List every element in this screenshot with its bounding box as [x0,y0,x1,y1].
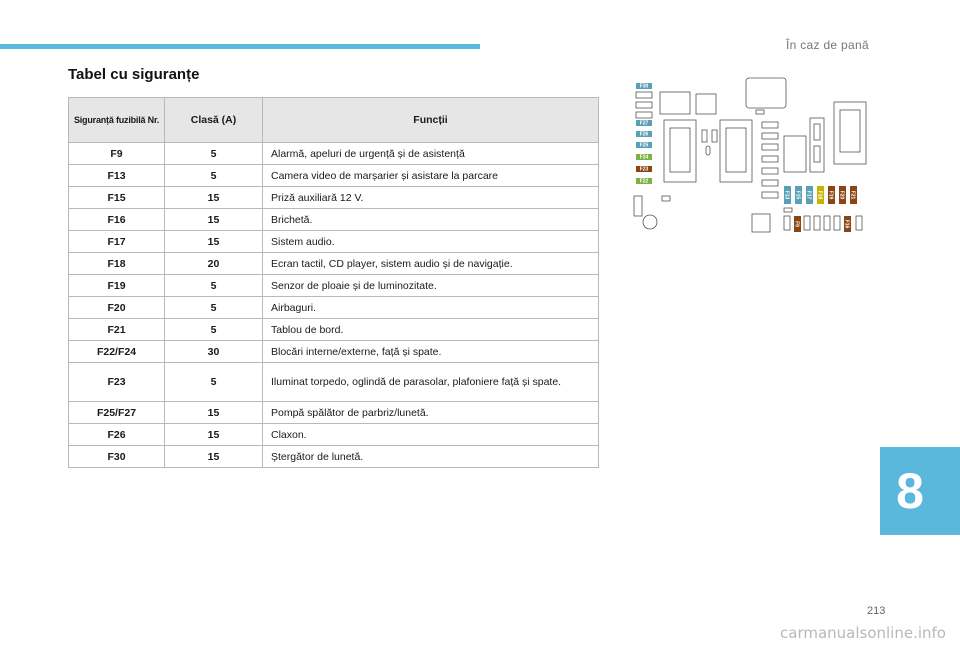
fuse-number-cell: F9 [69,143,165,165]
fuse-number-cell: F13 [69,165,165,187]
svg-text:F15: F15 [794,190,801,200]
svg-text:F9: F9 [793,221,800,227]
rating-cell: 15 [165,446,263,468]
svg-text:F13: F13 [783,190,790,200]
fuse-box-diagram [628,74,873,244]
functions-cell: Blocări interne/externe, față și spate. [263,341,599,363]
svg-text:F19: F19 [827,190,834,200]
svg-text:F17: F17 [805,190,812,200]
fuse-number-cell: F26 [69,424,165,446]
svg-text:F24: F24 [639,154,649,161]
chapter-number: 8 [896,463,924,519]
functions-cell: Pompă spălător de parbriz/lunetă. [263,402,599,424]
table-row [69,143,599,165]
fuse-label-f15 [795,186,802,204]
svg-text:F30: F30 [639,83,649,90]
functions-cell: Priză auxiliară 12 V. [263,187,599,209]
fuse-label-f9 [794,216,801,232]
fuse-number-cell: F25/F27 [69,402,165,424]
svg-text:F16: F16 [843,219,850,229]
fuse-number-cell: F15 [69,187,165,209]
fuse-label-f23 [636,166,652,172]
rating-cell: 5 [165,143,263,165]
rating-cell: 5 [165,275,263,297]
svg-text:F20: F20 [838,190,845,200]
functions-cell: Sistem audio. [263,231,599,253]
table-row [69,275,599,297]
rating-cell: 5 [165,319,263,341]
svg-text:F18: F18 [816,190,823,200]
fuse-label-f21 [850,186,857,204]
table-row [69,363,599,402]
watermark-text: carmanualsonline.info [780,624,946,642]
fuse-number-cell: F21 [69,319,165,341]
table-row [69,402,599,424]
column-header-fuse-number: Siguranță fuzibilă Nr. [69,98,165,143]
functions-cell: Ștergător de lunetă. [263,446,599,468]
rating-cell: 15 [165,402,263,424]
fuse-label-f27 [636,120,652,126]
table-row [69,209,599,231]
svg-text:F22: F22 [639,178,649,185]
fuse-number-cell: F22/F24 [69,341,165,363]
svg-text:F23: F23 [639,166,649,173]
fuse-number-cell: F18 [69,253,165,275]
fuse-label-f16 [844,216,851,232]
fuse-label-f24 [636,154,652,160]
rating-cell: 15 [165,231,263,253]
svg-text:F27: F27 [639,120,649,127]
table-row [69,424,599,446]
svg-text:F26: F26 [639,131,649,138]
functions-cell: Claxon. [263,424,599,446]
table-row [69,319,599,341]
rating-cell: 15 [165,187,263,209]
functions-cell: Iluminat torpedo, oglindă de parasolar, plafoniere față și spate. [263,363,599,402]
rating-cell: 5 [165,363,263,402]
fuse-label-f19 [828,186,835,204]
svg-text:F25: F25 [639,142,649,149]
fuse-label-f20 [839,186,846,204]
fuse-label-f25 [636,142,652,148]
fuse-number-cell: F17 [69,231,165,253]
rating-cell: 5 [165,297,263,319]
fuse-label-f17 [806,186,813,204]
fuse-number-cell: F19 [69,275,165,297]
fuse-label-f18 [817,186,824,204]
functions-cell: Camera video de marșarier și asistare la parcare [263,165,599,187]
fuse-label-f30 [636,83,652,89]
functions-cell: Ecran tactil, CD player, sistem audio și de navigație. [263,253,599,275]
rating-cell: 20 [165,253,263,275]
functions-cell: Tablou de bord. [263,319,599,341]
svg-text:F21: F21 [849,190,856,200]
table-header-row [69,98,599,143]
fuse-table [68,97,599,468]
rating-cell: 15 [165,424,263,446]
functions-cell: Senzor de ploaie și de luminozitate. [263,275,599,297]
column-header-rating: Clasă (A) [165,98,263,143]
rating-cell: 15 [165,209,263,231]
fuse-number-cell: F30 [69,446,165,468]
fuse-table-body [69,143,599,468]
fuse-number-cell: F16 [69,209,165,231]
fuse-label-f26 [636,131,652,137]
fuse-label-f13 [784,186,791,204]
rating-cell: 30 [165,341,263,363]
section-title: În caz de pană [786,38,869,52]
rating-cell: 5 [165,165,263,187]
fuse-number-cell: F23 [69,363,165,402]
fuse-number-cell: F20 [69,297,165,319]
table-row [69,341,599,363]
table-row [69,446,599,468]
top-accent-bar [0,44,480,49]
table-row [69,165,599,187]
functions-cell: Brichetă. [263,209,599,231]
page-number: 213 [867,605,886,617]
table-row [69,297,599,319]
page-title: Tabel cu siguranțe [68,66,200,83]
table-row [69,253,599,275]
column-header-functions: Funcții [263,98,599,143]
fuse-label-f22 [636,178,652,184]
table-row [69,231,599,253]
table-row [69,187,599,209]
functions-cell: Airbaguri. [263,297,599,319]
functions-cell: Alarmă, apeluri de urgență și de asistență [263,143,599,165]
